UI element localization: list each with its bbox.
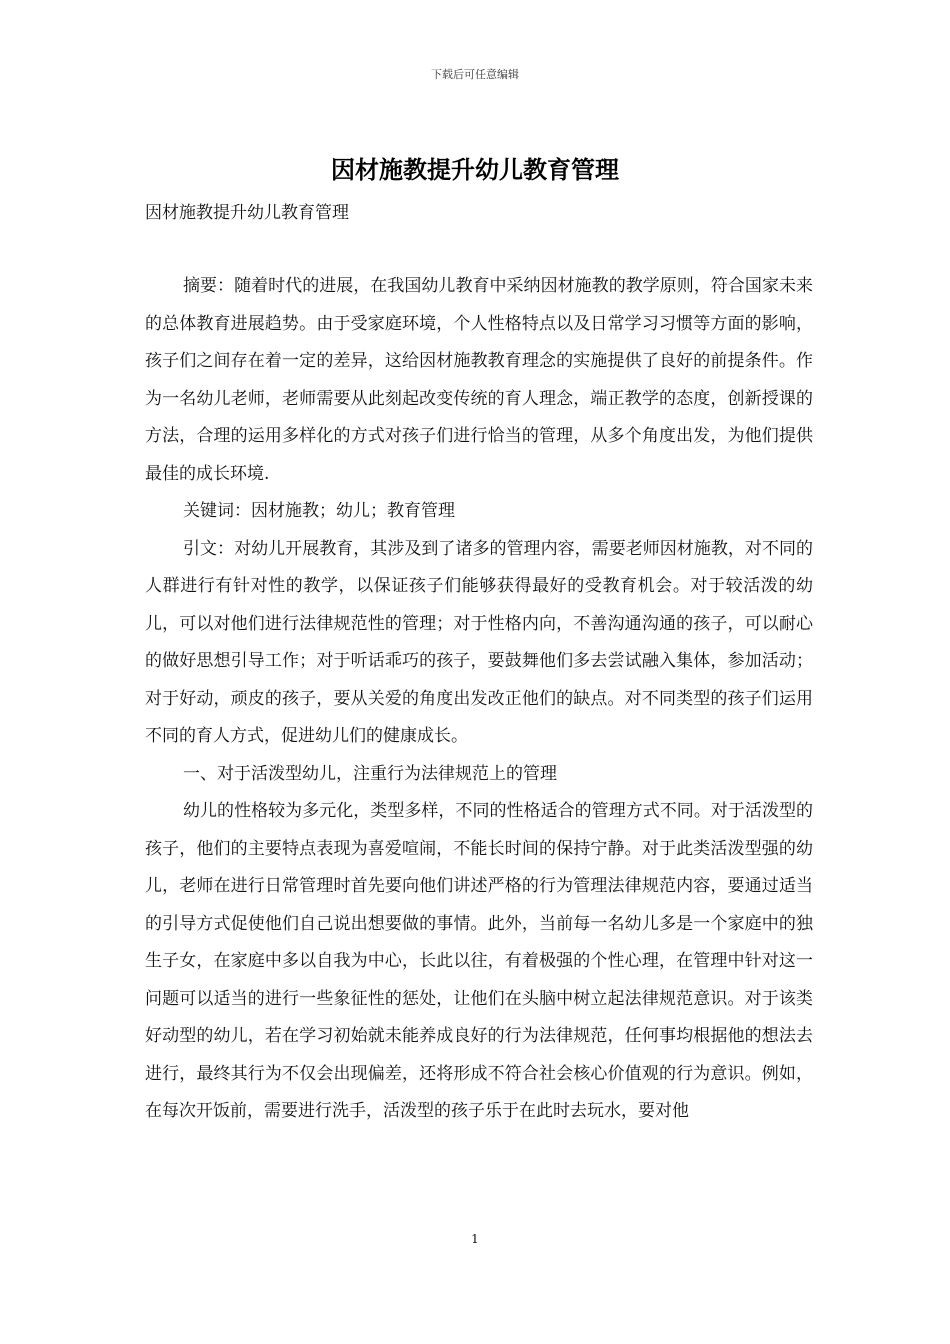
keywords-paragraph: 关键词：因材施教；幼儿；教育管理 [183,501,455,521]
abstract-paragraph: 摘要：随着时代的进展，在我国幼儿教育中采纳因材施教的教学原则，符合国家未来的总体教育进展趋势。由于受家庭环境，个人性格特点以及日常学习习惯等方面的影响，孩子们之间存在着一定的差异，这给因材施教教育理念的实施提供了良好的前提条件。作为一名幼儿老师，老师需要从此刻起改变传统的育人理念，端正教学的态度，创新授课的方法，合理的运用多样化的方式对孩子们进行恰当的管理，从多个角度出发，为他们提供最佳的成长环境. [145,276,813,484]
page-number: 1 [471,1232,479,1246]
section-body-paragraph: 幼儿的性格较为多元化，类型多样，不同的性格适合的管理方式不同。对于活泼型的孩子，他们的主要特点表现为喜爱喧闹，不能长时间的保持宁静。对于此类活泼型强的幼儿，老师在进行日常管理时首先要向他们讲述严格的行为管理法律规范内容，要通过适当的引导方式促使他们自己说出想要做的事情。此外，当前每一名幼儿多是一个家庭中的独生子女，在家庭中多以自我为中心，长此以往，有着极强的个性心理，在管理中针对这一问题可以适当的进行一些象征性的惩处，让他们在头脑中树立起法律规范意识。对于该类好动型的幼儿，若在学习初始就未能养成良好的行为法律规范，任何事均根据他的想法去进行，最终其行为不仅会出现偏差，还将形成不符合社会核心价值观的行为意识。例如，在每次开饭前，需要进行洗手，活泼型的孩子乐于在此时去玩水，要对他 [145,801,813,1121]
introduction-paragraph: 引文：对幼儿开展教育，其涉及到了诸多的管理内容，需要老师因材施教，对不同的人群进行有针对性的教学，以保证孩子们能够获得最好的受教育机会。对于较活泼的幼儿，可以对他们进行法律规范性的管理；对于性格内向，不善沟通沟通的孩子，可以耐心的做好思想引导工作；对于听话乖巧的孩子，要鼓舞他们多去尝试融入集体，参加活动；对于好动，顽皮的孩子，要从关爱的角度出发改正他们的缺点。对不同类型的孩子们运用不同的育人方式，促进幼儿们的健康成长。 [145,538,813,746]
document-body [145,268,813,1131]
page-header: 下载后可任意编辑 [431,68,519,81]
document-title: 因材施教提升幼儿教育管理 [331,155,619,184]
document-subtitle: 因材施教提升幼儿教育管理 [145,203,349,223]
section-heading: 一、对于活泼型幼儿，注重行为法律规范上的管理 [183,763,557,784]
